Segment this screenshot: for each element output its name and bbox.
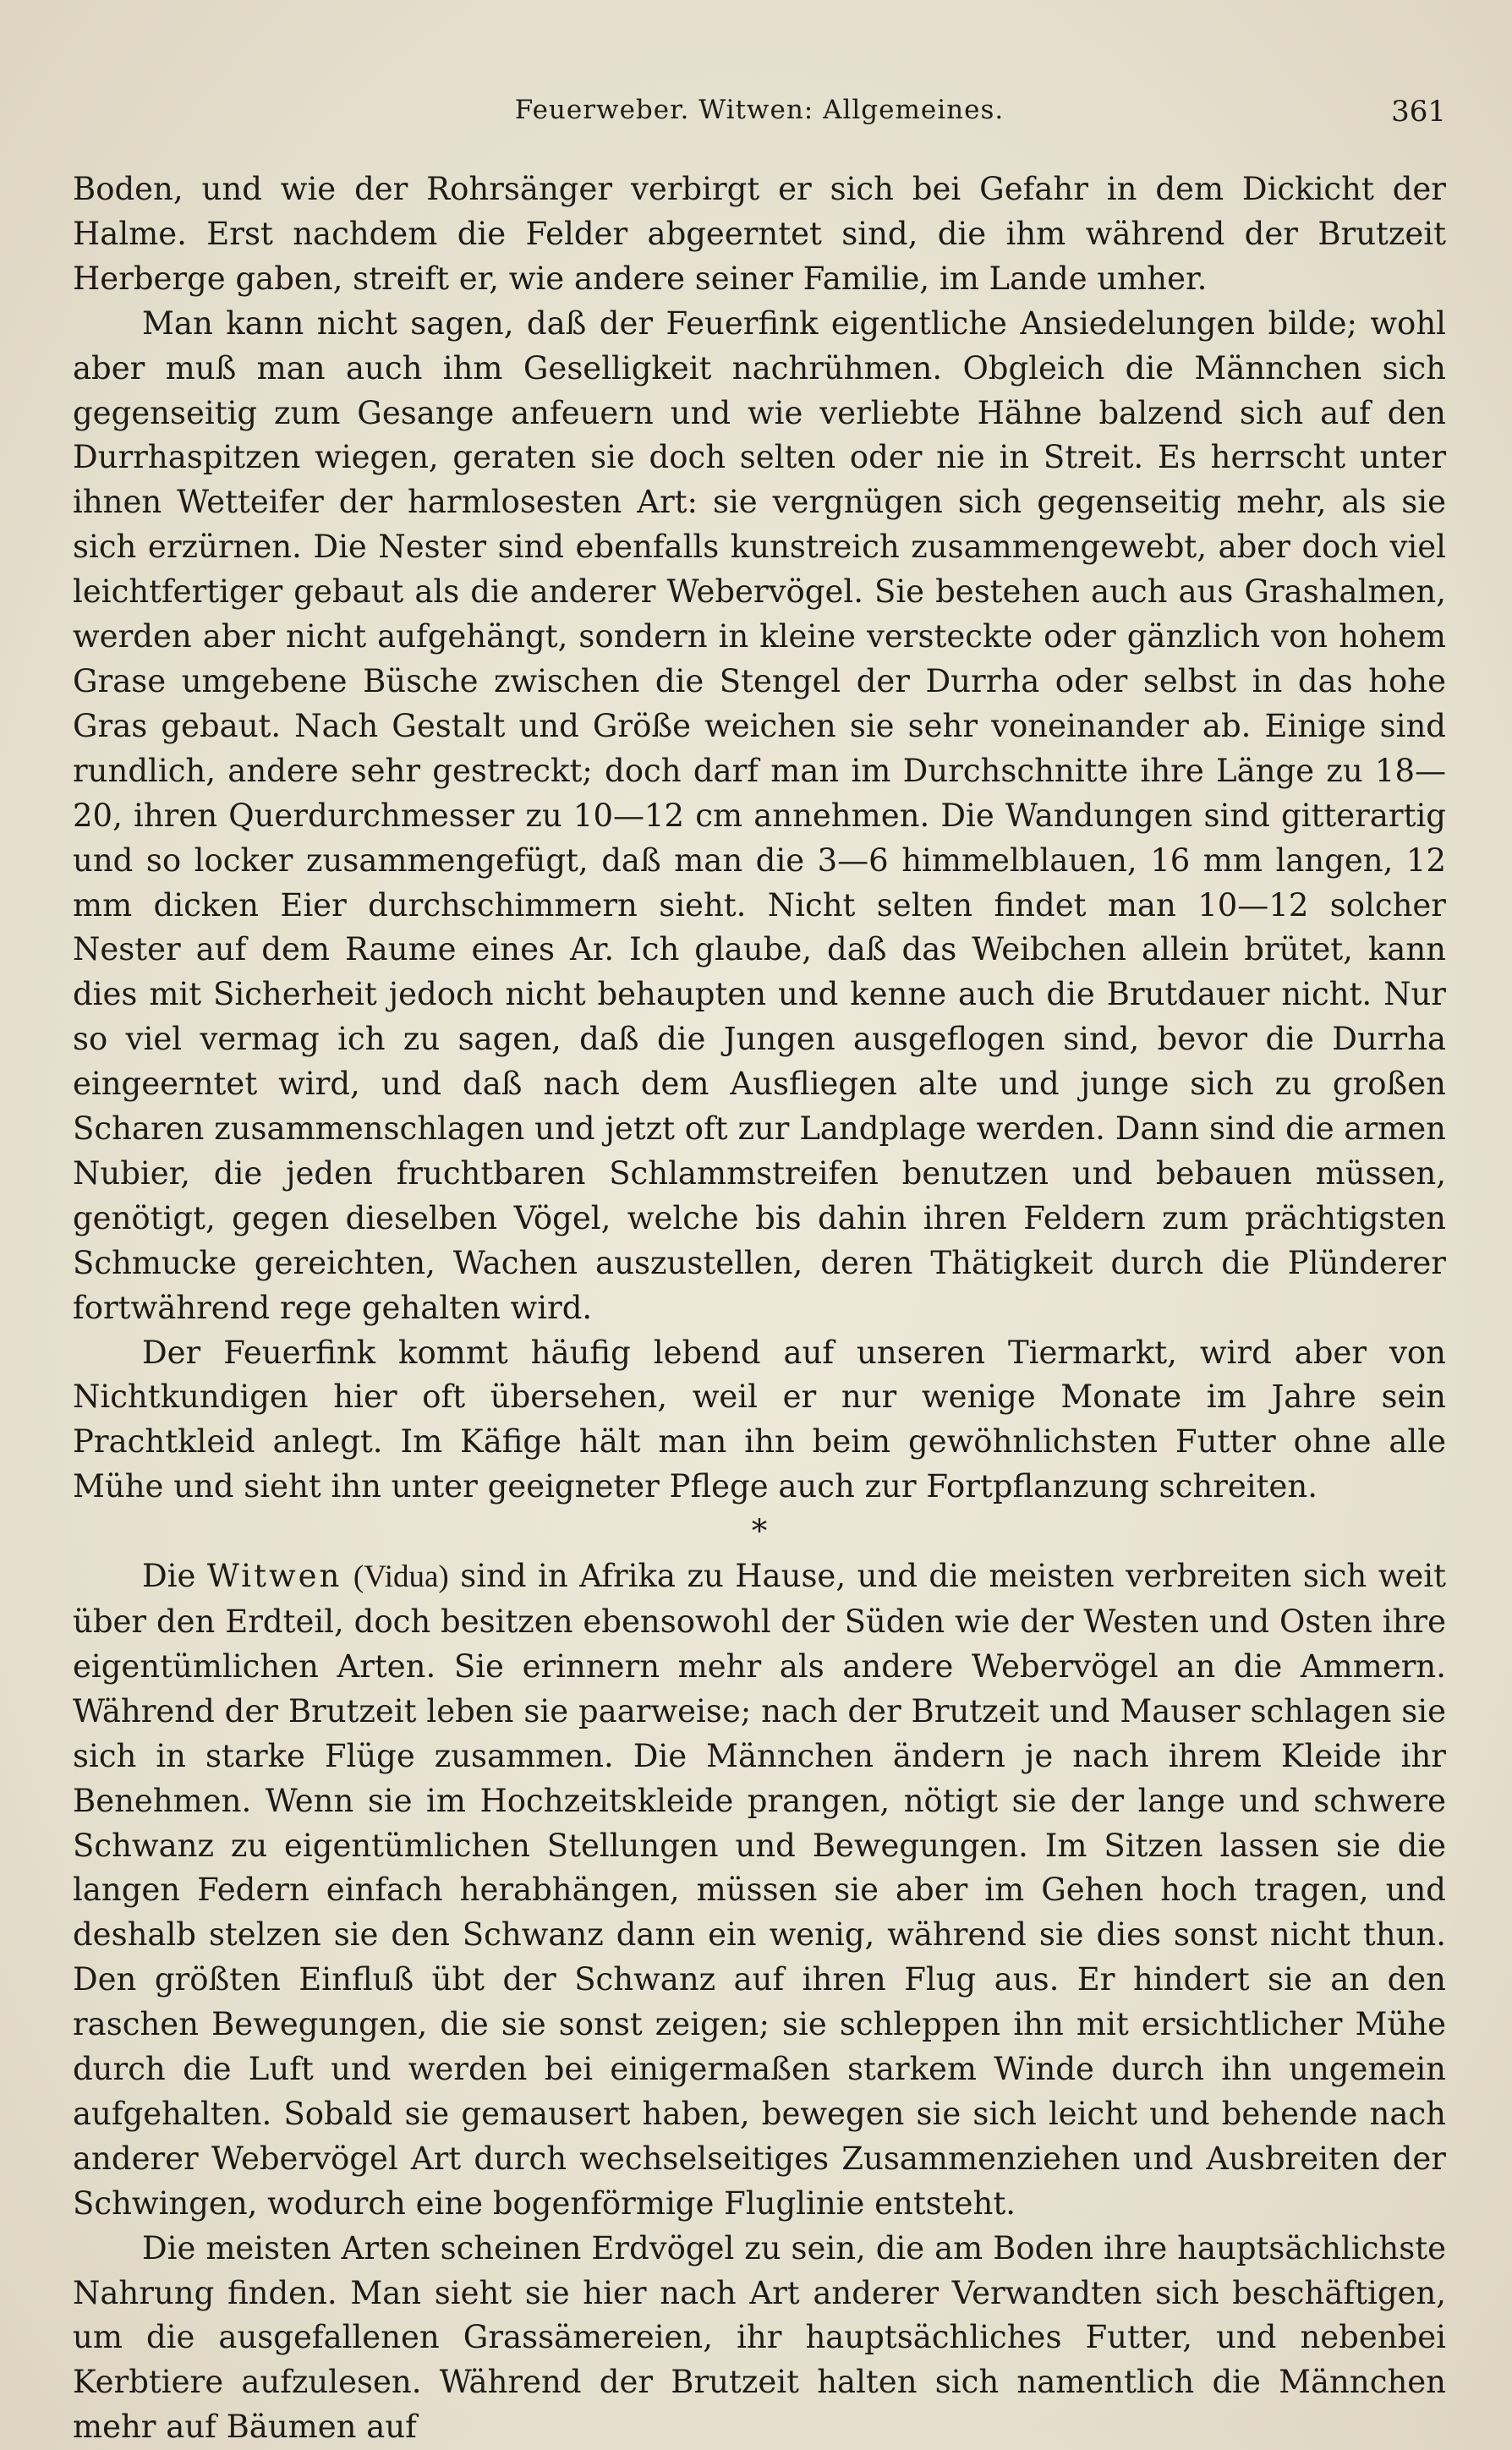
page-number: 361 <box>1391 95 1446 129</box>
paragraph-3: Der Feuerfink kommt häufig lebend auf unseren Tiermarkt, wird aber von Nichtkundigen hier oft übersehen, weil er nur wenige Monate im Jahre sein Prachtkleid anlegt. Im Käfige hält man ihn beim gewöhnlichsten Futter ohne alle Mühe und sieht ihn unter geeigneter Pflege auch zur Fortpflanzung schreiten. <box>73 1334 1446 1505</box>
running-title: Feuerweber. Witwen: Allgemeines. <box>514 95 1005 125</box>
paragraph-2: Man kann nicht sagen, daß der Feuerfink eigentliche Ansiedelungen bilde; wohl aber muß man auch ihm Geselligkeit nachrühmen. Obgleich die Männchen sich gegenseitig zum Gesange anfeuern und wie verliebte Hähne balzend sich auf den Durrhaspitzen wiegen, geraten sie doch selten oder nie in Streit. Es herrscht unter ihnen Wetteifer der harmlosesten Art: sie vergnügen sich gegenseitig mehr, als sie sich erzürnen. Die Nester sind ebenfalls kunstreich zusammengewebt, aber doch viel leichtfertiger gebaut als die anderer Webervögel. Sie bestehen auch aus Grashalmen, werden aber nicht aufgehängt, sondern in kleine versteckte oder gänzlich von hohem Grase umgebene Büsche zwischen die Stengel der Durrha oder selbst in das hohe Gras gebaut. Nach Gestalt und Größe weichen sie sehr voneinander ab. Einige sind rundlich, andere sehr gestreckt; doch darf man im Durchschnitte ihre Länge zu 18—20, ihren Querdurchmesser zu 10—12 cm annehmen. Die Wandungen sind gitterartig und so locker zusammengefügt, daß man die 3—6 himmelblauen, 16 mm langen, 12 mm dicken Eier durchschimmern sieht. Nicht selten findet man 10—12 solcher Nester auf dem Raume eines Ar. Ich glaube, daß das Weibchen allein brütet, kann dies mit Sicherheit jedoch nicht behaupten und kenne auch die Brutdauer nicht. Nur so viel vermag ich zu sagen, daß die Jungen ausgeflogen sind, bevor die Durrha eingeerntet wird, und daß nach dem Ausfliegen alte und junge sich zu großen Scharen zusammenschlagen und jetzt oft zur Landplage werden. Dann sind die armen Nubier, die jeden fruchtbaren Schlammstreifen benutzen und bebauen müssen, genötigt, gegen dieselben Vögel, welche bis dahin ihren Feldern zum prächtigsten Schmucke gereichten, Wachen auszustellen, deren Thätigkeit durch die Plünderer fortwährend rege gehalten wird. <box>73 304 1446 1326</box>
section-separator: * <box>751 1513 768 1550</box>
body-text <box>73 167 1446 2450</box>
paragraph-last: Die meisten Arten scheinen Erdvögel zu sein, die am Boden ihre hauptsächlichste Nahrung finden. Man sieht sie hier nach Art anderer Verwandten sich beschäftigen, um die ausgefallenen Grassämereien, ihr hauptsächliches Futter, und nebenbei Kerbtiere aufzulesen. Während der Brutzeit halten sich namentlich die Männchen mehr auf Bäumen auf <box>73 2229 1446 2446</box>
running-head <box>73 95 1446 145</box>
paragraph-widows-text: sind in Afrika zu Hause, und die meisten verbreiten sich weit über den Erdteil, doch besitzen ebensowohl der Süden wie der Westen und Osten ihre eigentümlichen Arten. Sie erinnern mehr als andere Webervögel an die Ammern. Während der Brutzeit leben sie paarweise; nach der Brutzeit und Mauser schlagen sie sich in starke Flüge zusammen. Die Männchen ändern je nach ihrem Kleide ihr Benehmen. Wenn sie im Hochzeitskleide prangen, nötigt sie der lange und schwere Schwanz zu eigentümlichen Stellungen und Bewegungen. Im Sitzen lassen sie die langen Federn einfach herabhängen, müssen sie aber im Gehen hoch tragen, und deshalb stelzen sie den Schwanz dann ein wenig, während sie dies sonst nicht thun. Den größten Einfluß übt der Schwanz auf ihren Flug aus. Er hindert sie an den raschen Bewegungen, die sie sonst zeigen; sie schleppen ihn mit ersichtlicher Mühe durch die Luft und werden bei einigermaßen starkem Winde durch ihn ungemein aufgehalten. Sobald sie gemausert haben, bewegen sie sich leicht und behende nach anderer Webervögel Art durch wechselseitiges Zusammenziehen und Ausbreiten der Schwingen, wodurch eine bogenförmige Fluglinie entsteht. <box>73 1558 1447 2222</box>
widows-latin-name: (Vidua) <box>353 1559 449 1595</box>
paragraph-widows <box>73 1554 1446 2227</box>
widows-term: Witwen <box>206 1558 342 1595</box>
paragraph-widows-lead: Die <box>142 1558 196 1595</box>
paragraph-1: Boden, und wie der Rohrsänger verbirgt er sich bei Gefahr in dem Dickicht der Halme. Erst nachdem die Felder abgeerntet sind, die ihm während der Brutzeit Herberge gaben, streift er, wie andere seiner Familie, im Lande umher. <box>73 171 1446 297</box>
